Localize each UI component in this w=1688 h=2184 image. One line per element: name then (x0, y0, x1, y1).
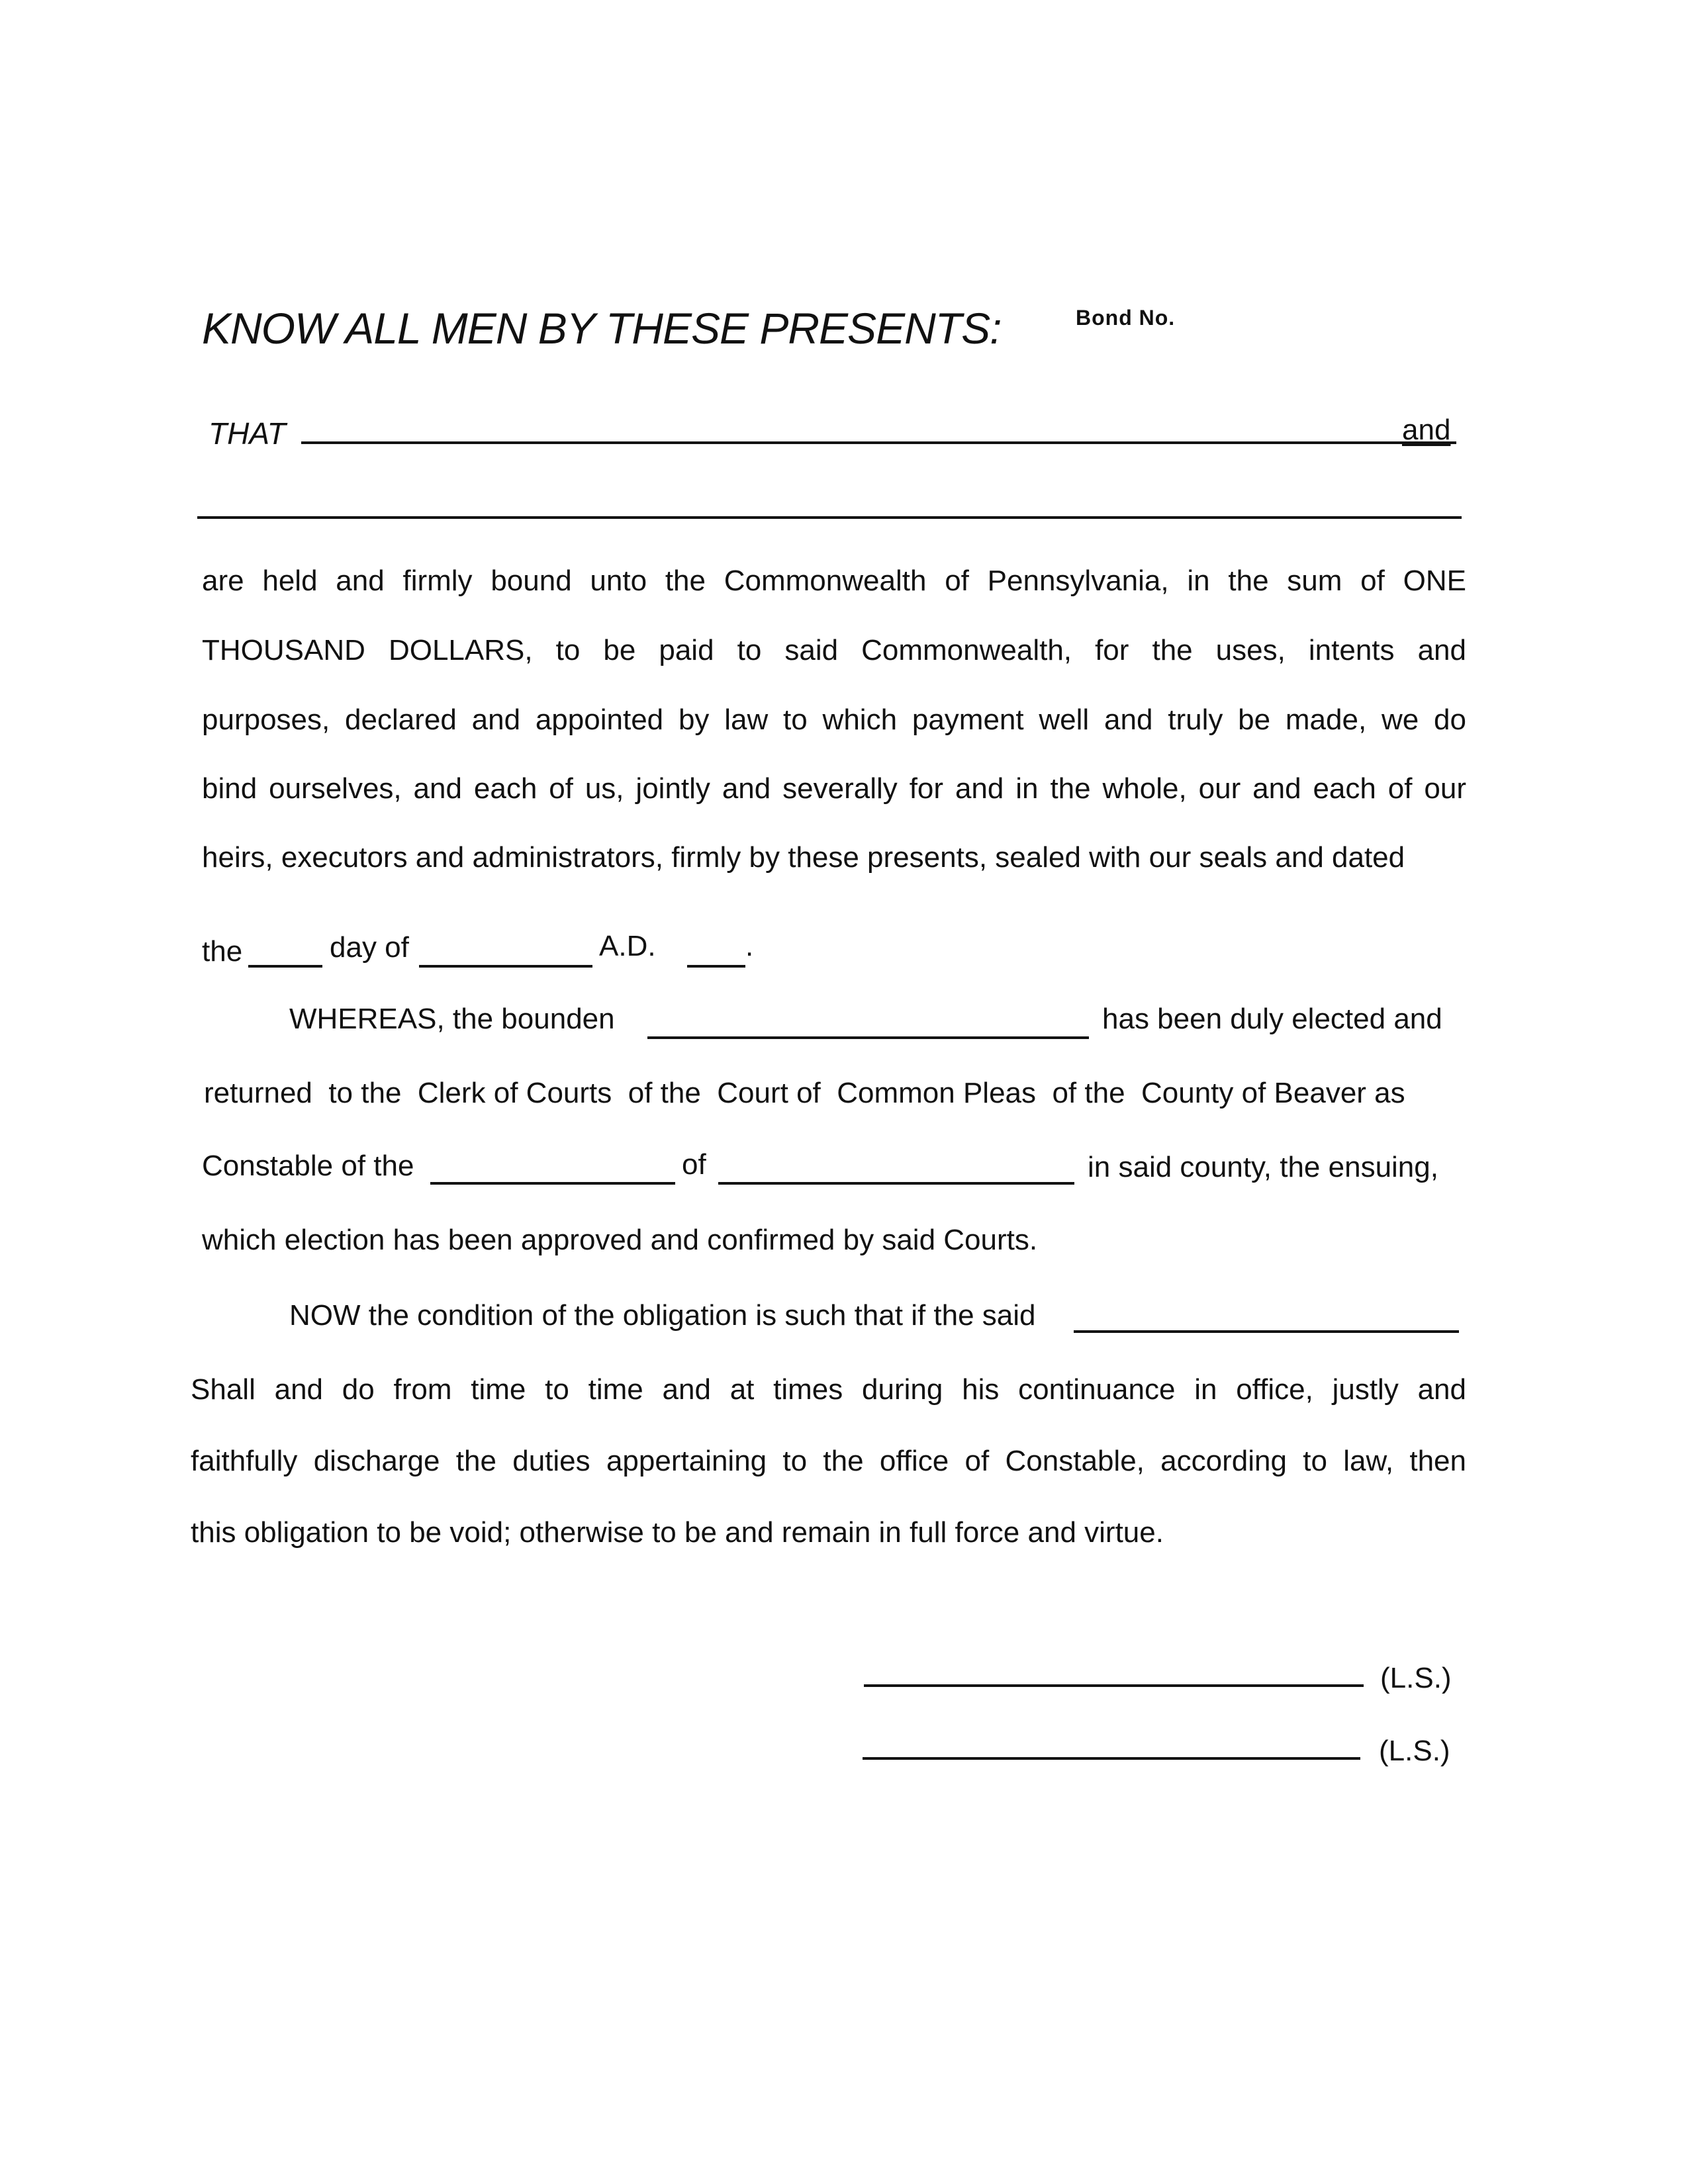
day-field[interactable] (248, 965, 322, 968)
now-start: NOW the condition of the obligation is such that if the said (289, 1299, 1036, 1332)
that-label: THAT (209, 416, 286, 451)
bond-number-label: Bond No. (1076, 306, 1176, 330)
whereas-end: has been duly elected and (1102, 1003, 1442, 1035)
and-label: and (1402, 414, 1451, 446)
ad-label: A.D. (599, 930, 656, 962)
now-last-line: this obligation to be void; otherwise to be and remain in full force and virtue. (191, 1516, 1164, 1549)
now-line: Shall and do from time to time and at times during his continuance in office, justly and (191, 1373, 1466, 1406)
bond-text-line: THOUSAND DOLLARS, to be paid to said Commonwealth, for the uses, intents and (202, 634, 1466, 666)
year-field[interactable] (687, 965, 745, 968)
bond-text-line: purposes, declared and appointed by law to which payment well and truly be made, we do (202, 704, 1466, 736)
day-of-label: day of (330, 931, 409, 964)
township-field[interactable] (430, 1182, 675, 1185)
bond-text-line: heirs, executors and administrators, firmly by these presents, sealed with our seals and dated (202, 841, 1405, 874)
date-the-label: the (202, 935, 243, 968)
of-label: of (682, 1148, 706, 1181)
whereas-line-2: returned to the Clerk of Courts of the Court of Common Pleas of the County of Beaver as (204, 1077, 1405, 1109)
whereas-line-4: which election has been approved and confirmed by said Courts. (202, 1224, 1038, 1256)
seal-label-2: (L.S.) (1379, 1735, 1450, 1767)
in-said-county-label: in said county, the ensuing, (1088, 1151, 1438, 1183)
now-line: faithfully discharge the duties appertaining to the office of Constable, according to law, then (191, 1445, 1466, 1477)
signature-line-2[interactable] (863, 1757, 1360, 1760)
surety-name-field[interactable] (197, 516, 1462, 519)
date-period: . (745, 930, 754, 962)
constable-name-field[interactable] (1074, 1330, 1459, 1333)
document-title: KNOW ALL MEN BY THESE PRESENTS: (202, 304, 1002, 353)
signature-line-1[interactable] (864, 1684, 1364, 1687)
principal-name-field[interactable] (301, 441, 1456, 444)
municipality-field[interactable] (718, 1182, 1074, 1185)
bounden-name-field[interactable] (647, 1036, 1089, 1039)
bond-text-line: are held and firmly bound unto the Commonwealth of Pennsylvania, in the sum of ONE (202, 565, 1466, 597)
whereas-start: WHEREAS, the bounden (289, 1003, 615, 1035)
constable-of-the-label: Constable of the (202, 1150, 414, 1182)
month-field[interactable] (419, 965, 592, 968)
bond-text-line: bind ourselves, and each of us, jointly and severally for and in the whole, our and each of our (202, 772, 1466, 805)
seal-label-1: (L.S.) (1380, 1662, 1452, 1694)
